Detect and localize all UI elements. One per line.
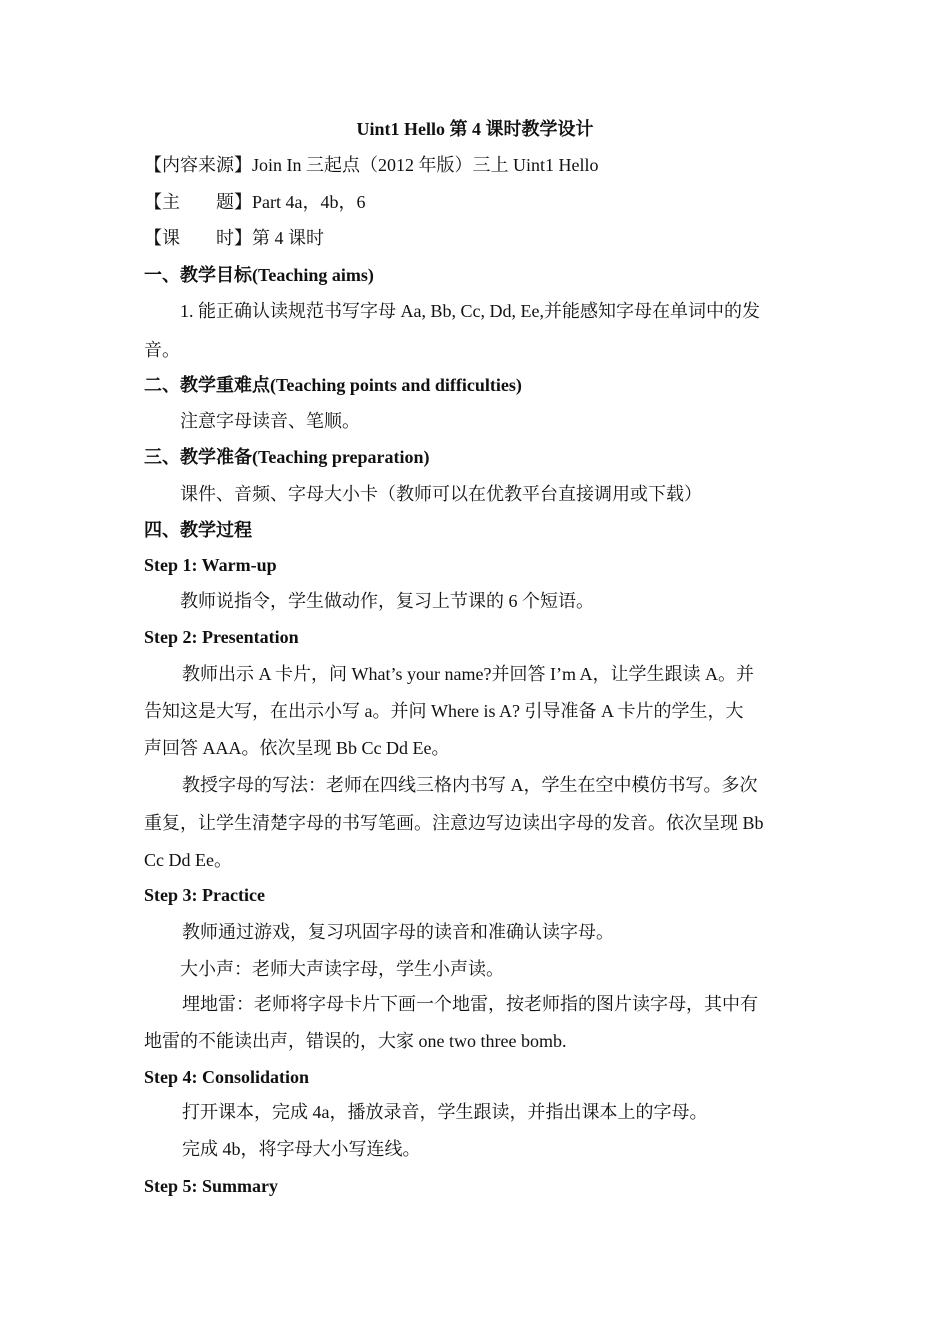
document-title: Uint1 Hello 第 4 课时教学设计	[356, 119, 594, 139]
step2-paragraph1-line3: 声回答 AAA。依次呈现 Bb Cc Dd Ee。	[144, 738, 450, 758]
paragraph-aims-line1: 1. 能正确认读规范书写字母 Aa, Bb, Cc, Dd, Ee,并能感知字母在单词中的发	[180, 301, 760, 321]
step2-paragraph1-line1: 教师出示 A 卡片，问 What’s your name?并回答 I’m A，让学生跟读 A。并	[182, 664, 754, 684]
step4-heading: Step 4: Consolidation	[144, 1067, 310, 1087]
section-heading-preparation: 三、教学准备(Teaching preparation)	[144, 447, 430, 467]
step4-paragraph1: 打开课本，完成 4a，播放录音，学生跟读，并指出课本上的字母。	[182, 1102, 708, 1122]
step3-paragraph1: 教师通过游戏，复习巩固字母的读音和准确认读字母。	[182, 922, 614, 942]
step3-heading: Step 3: Practice	[144, 885, 265, 905]
step2-paragraph1-line2: 告知这是大写，在出示小写 a。并问 Where is A? 引导准备 A 卡片的学生，大	[144, 701, 744, 721]
paragraph-aims-line2: 音。	[144, 340, 180, 360]
paragraph-points: 注意字母读音、笔顺。	[180, 411, 360, 431]
step3-paragraph2: 大小声：老师大声读字母，学生小声读。	[180, 959, 504, 979]
step5-heading: Step 5: Summary	[144, 1176, 278, 1196]
step2-paragraph2-line1: 教授字母的写法：老师在四线三格内书写 A，学生在空中模仿书写。多次	[182, 775, 758, 795]
paragraph-preparation: 课件、音频、字母大小卡（教师可以在优教平台直接调用或下载）	[180, 484, 702, 504]
step2-paragraph2-line2: 重复，让学生清楚字母的书写笔画。注意边写边读出字母的发音。依次呈现 Bb	[144, 813, 764, 833]
step1-paragraph: 教师说指令，学生做动作，复习上节课的 6 个短语。	[180, 591, 594, 611]
section-heading-aims: 一、教学目标(Teaching aims)	[144, 265, 374, 285]
meta-topic: 【主 题】Part 4a，4b，6	[144, 192, 366, 212]
step2-paragraph2-line3: Cc Dd Ee。	[144, 850, 232, 870]
meta-period: 【课 时】第 4 课时	[144, 228, 324, 248]
step3-paragraph3-line1: 埋地雷：老师将字母卡片下画一个地雷，按老师指的图片读字母，其中有	[182, 994, 758, 1014]
meta-source: 【内容来源】Join In 三起点（2012 年版）三上 Uint1 Hello	[144, 155, 599, 175]
step1-heading: Step 1: Warm-up	[144, 555, 277, 575]
step2-heading: Step 2: Presentation	[144, 627, 299, 647]
section-heading-process: 四、教学过程	[144, 520, 252, 540]
step4-paragraph2: 完成 4b，将字母大小写连线。	[182, 1139, 421, 1159]
step3-paragraph3-line2: 地雷的不能读出声，错误的，大家 one two three bomb.	[144, 1031, 567, 1051]
section-heading-points: 二、教学重难点(Teaching points and difficulties)	[144, 375, 522, 395]
